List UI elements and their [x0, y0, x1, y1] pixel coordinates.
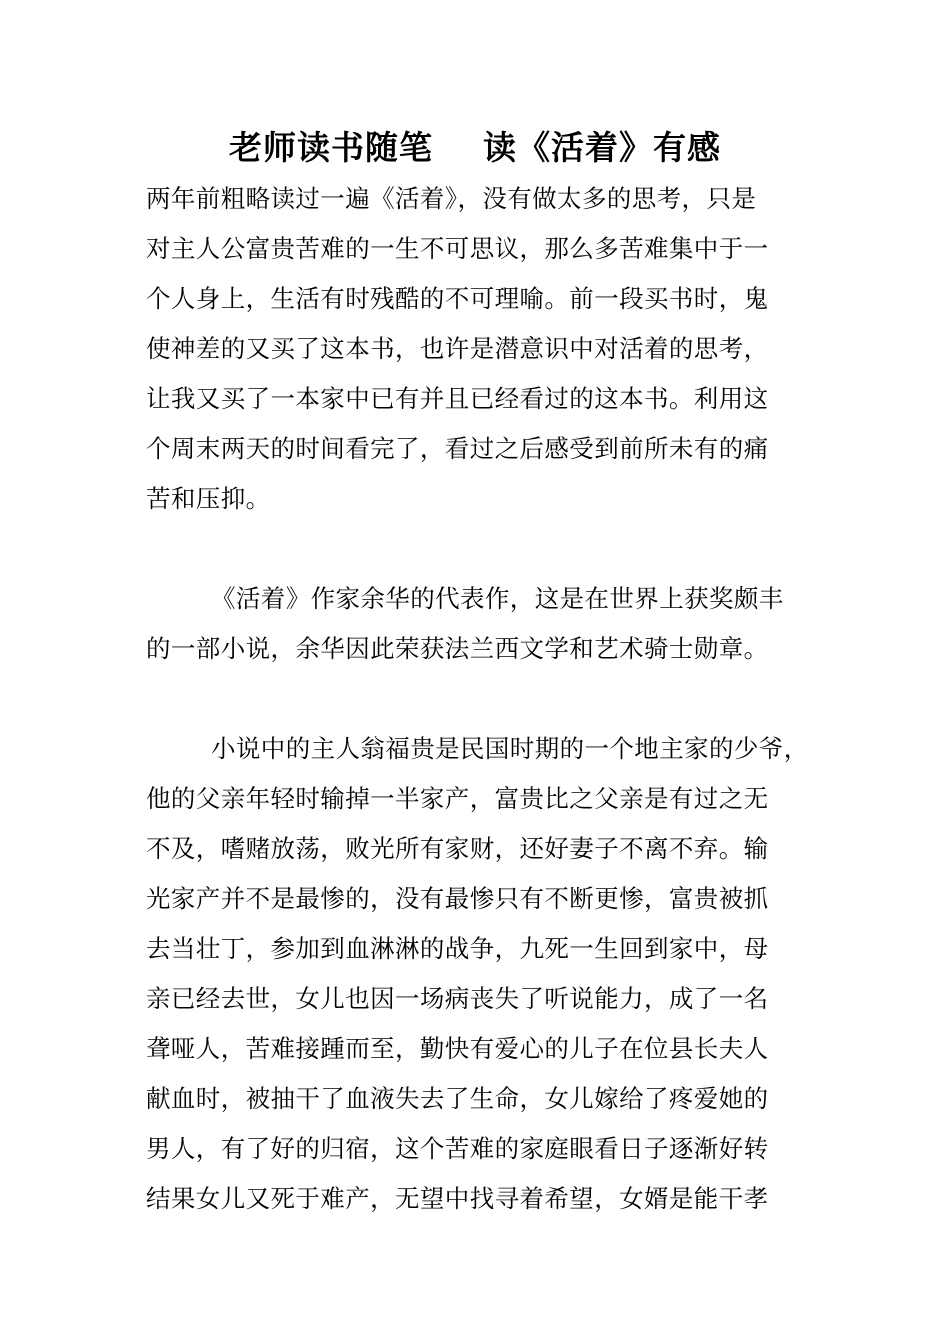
paragraph-3-line-10: 结果女儿又死于难产，无望中找寻着希望，女婿是能干孝 — [146, 1184, 769, 1213]
paragraph-3-line-9: 男人，有了好的归宿，这个苦难的家庭眼看日子逐渐好转 — [146, 1134, 769, 1163]
paragraph-3-line-6: 亲已经去世，女儿也因一场病丧失了听说能力，成了一名 — [146, 984, 769, 1013]
paragraph-1-line-5: 让我又买了一本家中已有并且已经看过的这本书。利用这 — [146, 384, 769, 413]
paragraph-3-line-2: 他的父亲年轻时输掉一半家产，富贵比之父亲是有过之无 — [146, 784, 769, 813]
paragraph-3-line-4: 光家产并不是最惨的，没有最惨只有不断更惨，富贵被抓 — [146, 884, 769, 913]
paragraph-1-line-4: 使神差的又买了这本书，也许是潜意识中对活着的思考， — [146, 334, 769, 363]
paragraph-3-line-1: 小说中的主人翁福贵是民国时期的一个地主家的少爷， — [211, 734, 809, 763]
paragraph-1-line-3: 个人身上，生活有时残酷的不可理喻。前一段买书时，鬼 — [146, 284, 769, 313]
paragraph-1-line-2: 对主人公富贵苦难的一生不可思议，那么多苦难集中于一 — [146, 234, 769, 263]
paragraph-2-line-1: 《活着》作家余华的代表作，这是在世界上获奖颇丰 — [211, 584, 784, 613]
paragraph-3-line-5: 去当壮丁，参加到血淋淋的战争，九死一生回到家中，母 — [146, 934, 769, 963]
paragraph-1-line-1: 两年前粗略读过一遍《活着》，没有做太多的思考，只是 — [146, 184, 757, 213]
paragraph-3-line-3: 不及，嗜赌放荡，败光所有家财，还好妻子不离不弃。输 — [146, 834, 769, 863]
document-title: 老师读书随笔 读《活着》有感 — [229, 128, 721, 167]
paragraph-1-line-6: 个周末两天的时间看完了，看过之后感受到前所未有的痛 — [146, 434, 769, 463]
paragraph-3-line-8: 献血时，被抽干了血液失去了生命，女儿嫁给了疼爱她的 — [146, 1084, 769, 1113]
paragraph-1-line-7: 苦和压抑。 — [146, 484, 271, 513]
paragraph-3-line-7: 聋哑人，苦难接踵而至，勤快有爱心的儿子在位县长夫人 — [146, 1034, 769, 1063]
paragraph-2-line-2: 的一部小说，余华因此荣获法兰西文学和艺术骑士勋章。 — [146, 634, 769, 663]
